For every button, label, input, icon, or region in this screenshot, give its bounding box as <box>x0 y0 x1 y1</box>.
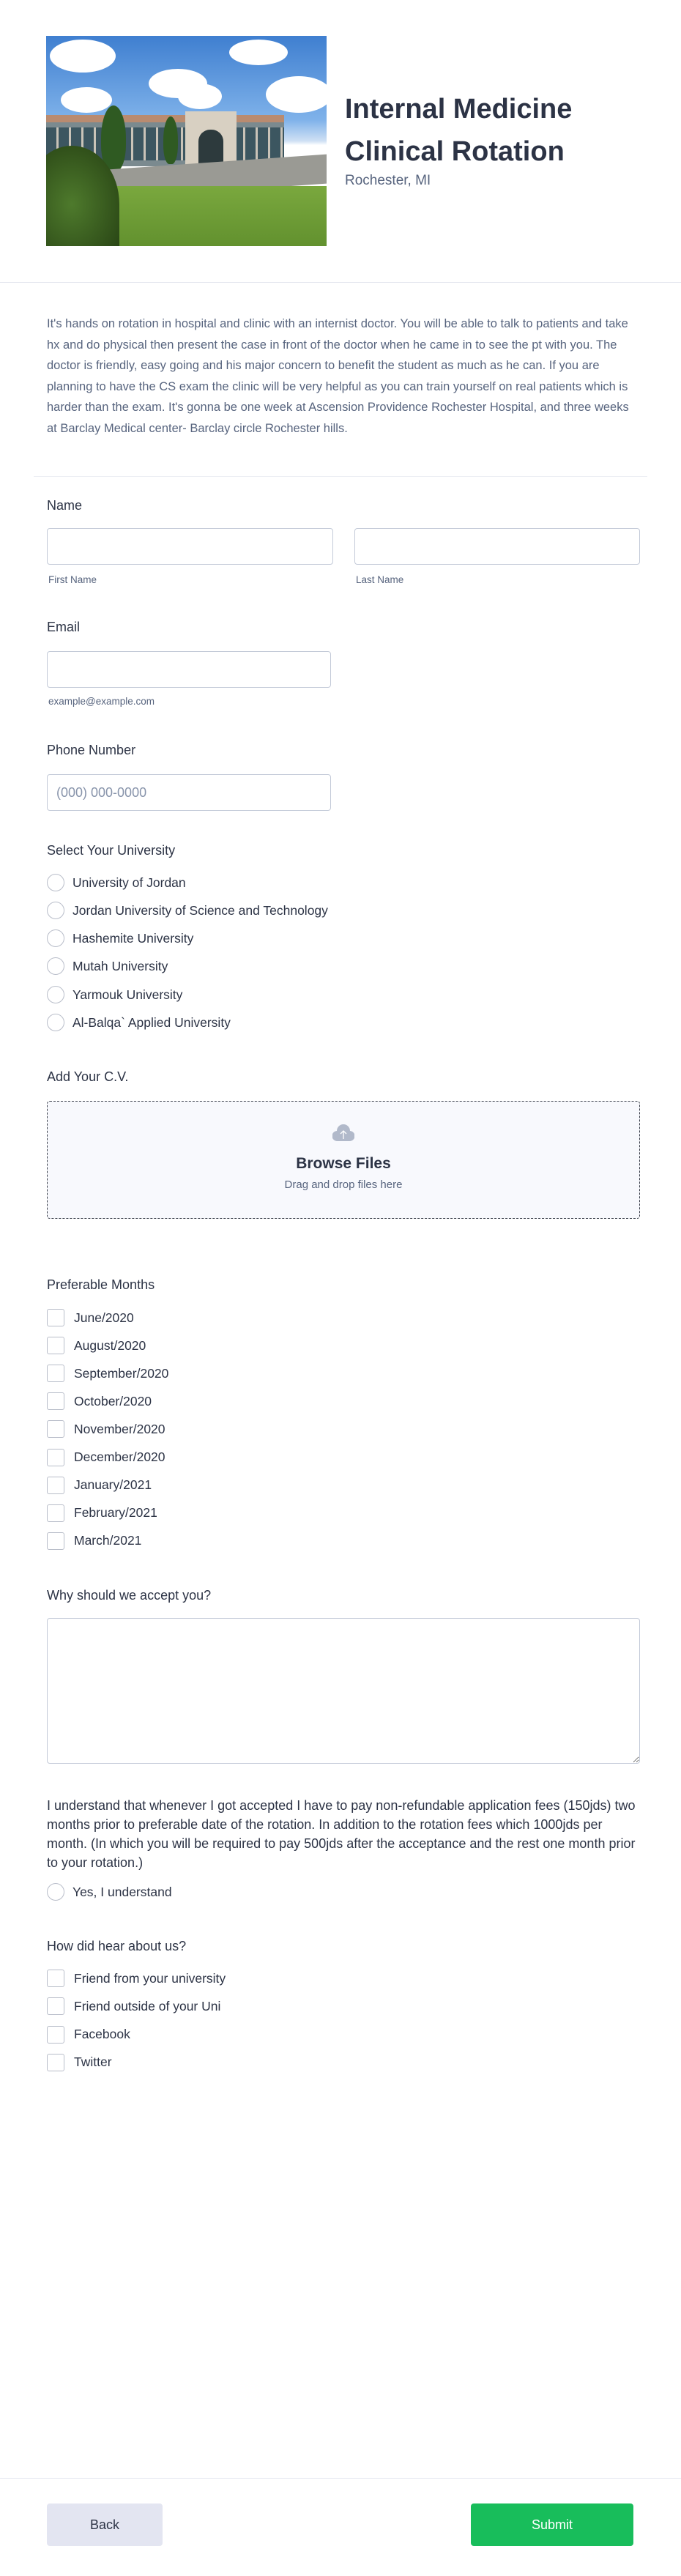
submit-button[interactable]: Submit <box>471 2503 633 2546</box>
option-label: March/2021 <box>74 1533 142 1548</box>
back-button[interactable]: Back <box>47 2503 163 2546</box>
months-option[interactable] <box>47 1447 165 1469</box>
hear-option[interactable] <box>47 1967 226 1989</box>
months-option[interactable] <box>47 1307 134 1329</box>
phone-label: Phone Number <box>47 743 136 757</box>
university-option[interactable] <box>47 872 186 894</box>
option-label: Mutah University <box>72 958 168 973</box>
option-label: University of Jordan <box>72 875 186 890</box>
months-option[interactable] <box>47 1335 146 1356</box>
hear-option[interactable] <box>47 2024 130 2046</box>
email-sublabel: example@example.com <box>48 696 155 707</box>
checkbox[interactable] <box>47 1420 64 1438</box>
option-label: February/2021 <box>74 1505 157 1521</box>
browse-files-button[interactable]: Browse Files <box>296 1155 391 1172</box>
radio-button[interactable] <box>47 1014 64 1031</box>
months-option[interactable] <box>47 1390 152 1412</box>
months-option[interactable] <box>47 1502 157 1524</box>
why-textarea[interactable] <box>47 1618 640 1764</box>
last-name-input[interactable] <box>354 528 640 565</box>
why-label: Why should we accept you? <box>47 1588 212 1603</box>
checkbox[interactable] <box>47 1309 64 1326</box>
checkbox[interactable] <box>47 1970 64 1987</box>
agreement-label: I understand that whenever I got accepted I have to pay non-refundable application fees (150jds) two months prior to preferable date of the rotation. In addition to the rotation fees which 1000jds per month. (In which you will be required to pay 500jds after the acceptance and the rest one month prior to your rotation.) <box>47 1798 636 1870</box>
checkbox[interactable] <box>47 1449 64 1466</box>
option-label: Hashemite University <box>72 930 194 946</box>
cv-label: Add Your C.V. <box>47 1069 129 1084</box>
option-label: December/2020 <box>74 1450 165 1464</box>
file-dropzone[interactable] <box>47 1101 640 1219</box>
months-option[interactable] <box>47 1530 141 1552</box>
dropzone-hint: Drag and drop files here <box>284 1178 403 1191</box>
footer-divider <box>0 2478 681 2479</box>
checkbox[interactable] <box>47 1365 64 1382</box>
email-input[interactable] <box>47 651 331 688</box>
option-label: November/2020 <box>74 1421 165 1436</box>
divider <box>0 282 681 283</box>
option-label: August/2020 <box>74 1337 146 1353</box>
name-label: Name <box>47 498 83 513</box>
form-description: It's hands on rotation in hospital and clinic with an internist doctor. You will be able to talk to patients and take hx and do physical then present the case in front of the doctor when he came in to see the pt with you. The doctor is friendly, easy going and his major concern to benefit the student as much as he can. If you are planning to have the CS exam the clinic will be very helpful as you can train yourself on real patients which is harder than the exam. It's gonna be one week at Ascension Providence Rochester Hospital, and three weeks at Barclay Medical center- Barclay circle Rochester hills. <box>47 317 629 435</box>
first-name-sublabel: First Name <box>48 574 97 585</box>
hear-option[interactable] <box>47 2052 112 2074</box>
radio-button[interactable] <box>47 874 64 891</box>
university-option[interactable] <box>47 955 168 977</box>
email-label: Email <box>47 620 81 634</box>
months-option[interactable] <box>47 1362 168 1384</box>
header-image <box>46 36 327 246</box>
checkbox[interactable] <box>47 1477 64 1494</box>
option-label: Yarmouk University <box>72 987 183 1002</box>
option-label: October/2020 <box>74 1393 152 1408</box>
checkbox[interactable] <box>47 1504 64 1522</box>
months-option[interactable] <box>47 1418 165 1440</box>
radio-button[interactable] <box>47 957 64 975</box>
radio-button[interactable] <box>47 986 64 1003</box>
form-title: Internal Medicine Clinical Rotation <box>345 94 573 167</box>
option-label: Al-Balqa` Applied University <box>72 1014 231 1030</box>
checkbox[interactable] <box>47 1392 64 1410</box>
radio-button[interactable] <box>47 929 64 947</box>
option-label: June/2020 <box>74 1310 134 1325</box>
checkbox[interactable] <box>47 1532 64 1550</box>
option-label: Twitter <box>74 2055 112 2070</box>
months-label: Preferable Months <box>47 1277 155 1292</box>
option-label: September/2020 <box>74 1365 169 1381</box>
option-label: Yes, I understand <box>72 1884 172 1899</box>
checkbox[interactable] <box>47 2026 64 2044</box>
option-label: January/2021 <box>74 1477 152 1493</box>
university-option[interactable] <box>47 984 182 1006</box>
hear-option[interactable] <box>47 1995 220 2017</box>
university-option[interactable] <box>47 927 193 949</box>
option-label: Jordan University of Science and Technology <box>72 902 328 918</box>
option-label: Facebook <box>74 2027 130 2042</box>
cloud-upload-icon <box>332 1124 354 1143</box>
option-label: Friend outside of your Uni <box>74 1998 221 2013</box>
months-option[interactable] <box>47 1474 152 1496</box>
university-label: Select Your University <box>47 843 176 858</box>
university-option[interactable] <box>47 899 328 921</box>
radio-button[interactable] <box>47 1883 64 1901</box>
hear-label: How did hear about us? <box>47 1939 187 1953</box>
agreement-option[interactable] <box>47 1881 172 1903</box>
checkbox[interactable] <box>47 1997 64 2015</box>
first-name-input[interactable] <box>47 528 333 565</box>
option-label: Friend from your university <box>74 1970 226 1986</box>
university-option[interactable] <box>47 1012 231 1033</box>
divider <box>34 476 647 477</box>
checkbox[interactable] <box>47 1337 64 1354</box>
phone-input[interactable]: (000) 000-0000 <box>47 774 331 811</box>
checkbox[interactable] <box>47 2054 64 2071</box>
last-name-sublabel: Last Name <box>356 574 404 585</box>
form-subtitle: Rochester, MI <box>345 173 431 188</box>
radio-button[interactable] <box>47 902 64 919</box>
